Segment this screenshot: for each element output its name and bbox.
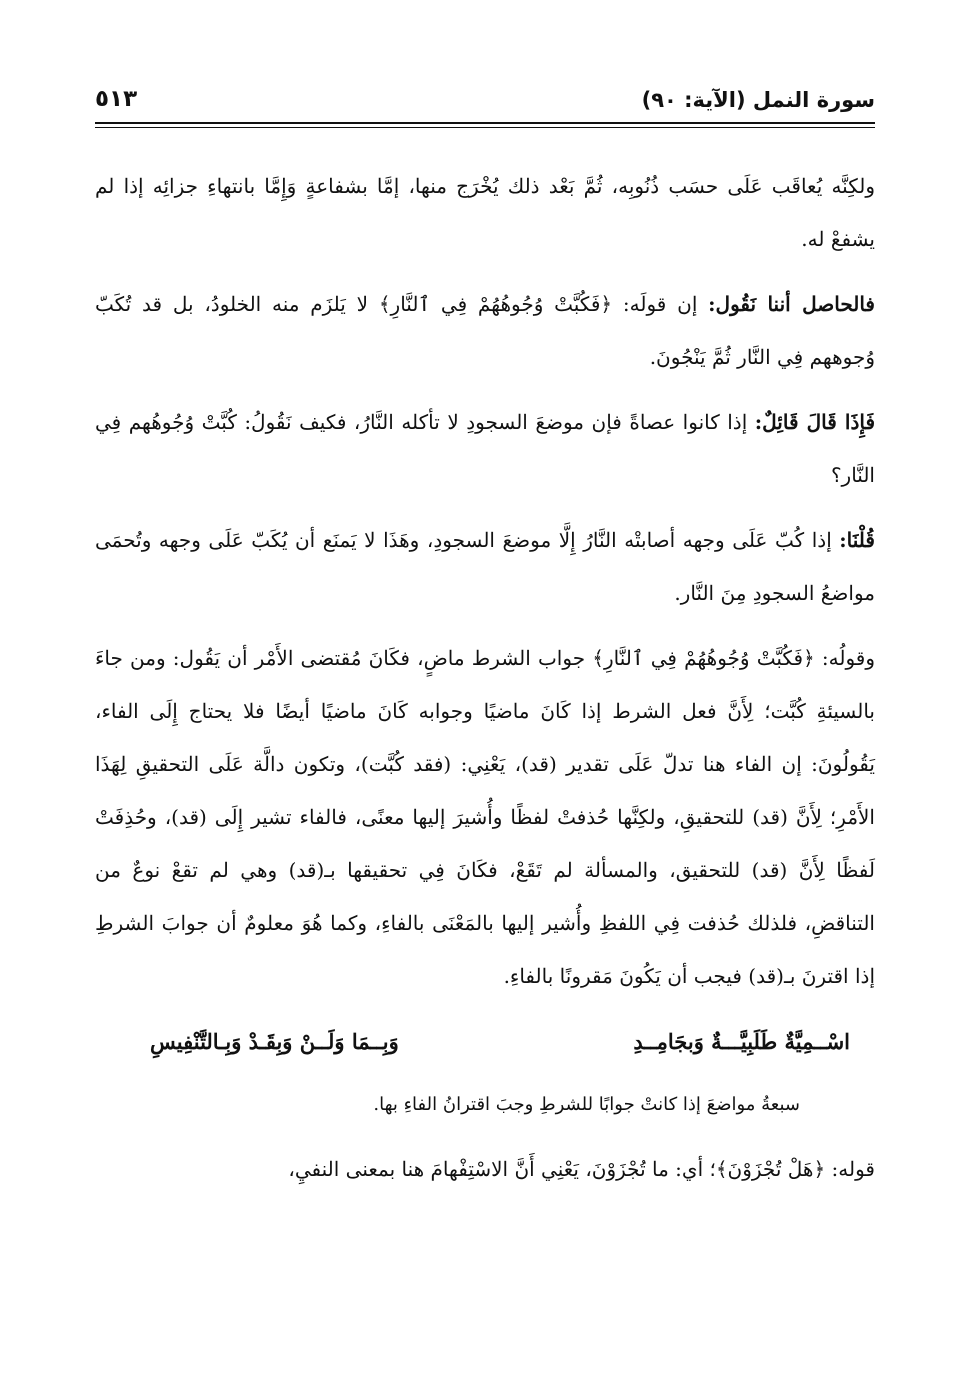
running-title: سورة النمل (الآية: ٩٠) <box>641 88 875 112</box>
header-rule <box>95 122 875 124</box>
paragraph-text: وقولُه: ﴿فَكُبَّتْ وُجُوهُهُمْ فِي ٱلنَّارِ﴾ جواب الشرط ماضٍ، فكَانَ مُقتضى الأَمْر أن يَقُول: ومن جاءَ بالسيئةِ كُبَّت؛ لِأَنَّ فعل الشرط إذا كَانَ ماضيًا وجوابه كَانَ ماضيًا أيضًا فلا يحتاج إِلَى الفاء، يَقُولُونَ: إن الفاء هنا تدلّ عَلَى تقدير (قد)، يَعْنِي: (فقد كُبَّت)، وتكون دالَّة عَلَى التحقيقِ لِهَذَا الأَمْرِ؛ لِأَنَّ (قد) للتحقيقِ، ولكِنَّها حُذفتْ لفظًا وأُشيرَ إليها معنًى، فالفاء تشير إِلَى (قد)، وحُذِفَتْ لَفظًا لِأَنَّ (قد) للتحقيق، والمسألة لم تَقَعْ، فكَانَ فِي تحقيقها بـ(قد) وهي لم تقعْ نوعٌ من التناقضِ، فلذلك حُذفت فِي اللفظِ وأُشير إليها بالمَعْنَى بالفاءِ، وكما هُوَ معلومٌ أن جوابَ الشرطِ إذا اقترنَ بـ(قد) فيجب أن يَكُونَ مَقرونًا بالفاءِ. <box>95 646 875 988</box>
verse-second-hemistich: وَبِــمَا وَلَــنْ وَبِقَـدْ وَبِـالتَّنْفِيسِ <box>150 1029 399 1054</box>
paragraph-text: إذا كُبّ عَلَى وجهه أصابتْه النَّارُ إِلَّا موضعَ السجودِ، وهَذَا لا يَمنَع أن يُكَبّ عَلَى وجهه وتُحمَى مواضعُ السجودِ مِنَ النَّار. <box>95 528 875 605</box>
paragraph <box>95 632 875 1003</box>
paragraph-text: ولكِنَّه يُعاقَب عَلَى حسَب ذُنُوبِه، ثُمَّ بَعْد ذلك يُخْرَج منها، إمَّا بشفاعةٍ وَإِمَّا بانتهاءِ جزائِه إذا لم يشفعْ له. <box>95 174 875 251</box>
verse-first-hemistich: اسْــمِيَّةٌ طَلَبِيَّـــةٌ وَبجَامِــدِ <box>633 1029 850 1054</box>
paragraph-lead: فَإِذَا قَالَ قَائِلٌ: <box>754 410 876 434</box>
paragraph-lead: فالحاصل أننا نَقُول: <box>708 292 875 316</box>
paragraph <box>95 396 875 502</box>
paragraph <box>95 160 875 266</box>
page-number: ٥١٣ <box>95 86 138 112</box>
paragraph-text: إن قولَه: ﴿فَكُبَّتْ وُجُوهُهُمْ فِي ٱلنَّارِ﴾ لا يَلزَم منه الخلودُ، بل قد تُكَبّ وُجوههم فِي النَّار ثُمَّ يَنْجُونَ. <box>95 292 875 369</box>
poetry-verse <box>150 1015 850 1068</box>
paragraph-text: قوله: ﴿هَلْ تُجْزَوْنَ﴾؛ أي: ما تُجْزَوْنَ، يَعْنِي أَنَّ الاسْتِفْهامَ هنا بمعنى النفيِ، <box>288 1157 875 1181</box>
paragraph <box>95 514 875 620</box>
paragraph-text: إذا كانوا عصاةً فإن موضعَ السجودِ لا تأكله النَّارُ، فكيف نَقُولُ: كُبَّتْ وُجُوهُهم فِي النَّار؟ <box>95 410 875 487</box>
paragraph <box>95 1143 875 1196</box>
paragraph <box>95 278 875 384</box>
page-header <box>95 88 875 120</box>
page-body <box>95 160 875 1208</box>
header-rule-thin <box>95 127 875 128</box>
verse-note: سبعةُ مواضعَ إذا كانتْ جوابًا للشرطِ وجبَ اقترانُ الفاءِ بها. <box>373 1094 800 1115</box>
paragraph-lead: قُلْنَا: <box>839 528 875 552</box>
